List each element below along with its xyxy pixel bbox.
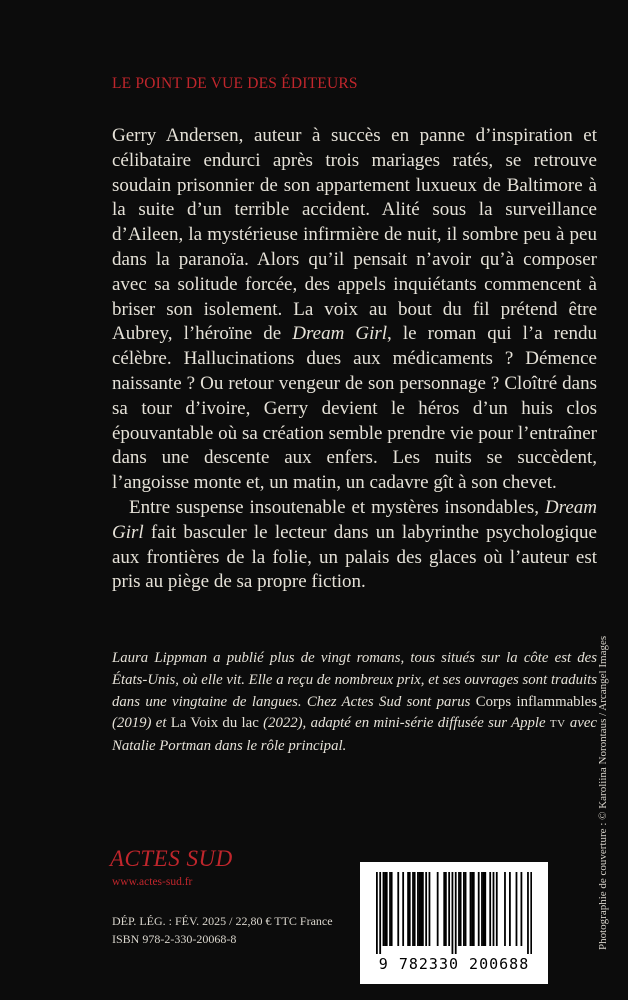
barcode-bar [460, 872, 462, 946]
barcode-bar [419, 872, 421, 946]
barcode-bar [417, 872, 419, 946]
barcode-bar [397, 872, 399, 946]
barcode-digits: 9 782330 200688 [378, 955, 530, 973]
isbn: ISBN 978-2-330-20068-8 [112, 932, 237, 946]
barcode-bar [527, 872, 529, 954]
author-bio-book1: Corps inflammables [475, 693, 597, 710]
blurb-p2-text-b: fait basculer le lecteur dans un labyrinthe psychologique aux frontières de la folie, un palais des glaces où l’auteur est pris au piège de sa propre fiction. [112, 521, 597, 593]
author-bio-year1: (2019) et [112, 715, 171, 732]
barcode-bar [402, 872, 404, 946]
barcode-bar [483, 872, 485, 946]
barcode-bar [530, 872, 532, 954]
photo-credit [588, 585, 609, 950]
barcode-bar [504, 872, 506, 946]
barcode-bar [489, 872, 491, 946]
barcode-bar [437, 872, 439, 946]
blurb-paragraph-2 [112, 496, 597, 595]
barcode-bar [455, 872, 457, 954]
publisher-url: www.actes-sud.fr [112, 876, 193, 888]
barcode-bar [448, 872, 450, 946]
barcode-bar [493, 872, 495, 946]
barcode-bar [376, 872, 378, 954]
barcode-bar [470, 872, 472, 946]
author-bio-part2: (2022), adapté en mini-série diffusée sur Apple [258, 715, 550, 732]
barcode-bar [443, 872, 445, 946]
barcode-bar [407, 872, 409, 946]
author-bio-tv: TV [549, 718, 566, 731]
barcode-bar [414, 872, 416, 946]
barcode-bar [391, 872, 393, 946]
barcode-bar [383, 872, 385, 946]
barcode-bar [384, 872, 386, 946]
barcode-bar [412, 872, 414, 946]
blurb-p1-book-title: Dream Girl [292, 323, 388, 345]
blurb-p2-text-a: Entre suspense insoutenable et mystères insondables, [129, 496, 545, 518]
barcode-bar [445, 872, 447, 946]
barcode-bar [452, 872, 454, 954]
barcode-bar [458, 872, 460, 946]
barcode-bar [496, 872, 498, 946]
barcode-bar [422, 872, 424, 946]
barcode-bar [478, 872, 480, 946]
author-bio [112, 648, 597, 758]
legal-info [112, 912, 333, 948]
barcode-bar [473, 872, 475, 946]
blurb-p1-text-b: , le roman qui l’a rendu célèbre. Hallucinations dues aux médicaments ? Démence naissante ? Ou retour vengeur de son personnage ? Cloîtré dans sa tour d’ivoire, Gerry devient le héros d’un huis clos épouvantable où sa création semble prendre vie pour l’entraîner dans une descente aux enfers. Les nuits se succèdent, l’angoisse monte et, un matin, un cadavre gît à son chevet. [112, 323, 597, 494]
blurb-paragraph-1 [112, 124, 597, 496]
photo-credit-text: Photographie de couverture : © Karoliina Norontaus / Arcangel Images [597, 635, 609, 950]
barcode-bar [386, 872, 388, 946]
barcode-bar [420, 872, 422, 946]
barcode-bar [389, 872, 391, 946]
publisher-logo: ACTES SUD [110, 846, 233, 871]
barcode-bar [471, 872, 473, 946]
blurb-p2-book-title: Dream Girl [112, 496, 597, 543]
barcode-bar [521, 872, 523, 946]
barcode-bar [516, 872, 518, 946]
barcode-bar [425, 872, 427, 946]
author-bio-part3: avec Natalie Portman dans le rôle principal. [112, 715, 597, 755]
section-heading: LE POINT DE VUE DES ÉDITEURS [112, 75, 358, 92]
barcode-bars [376, 872, 532, 954]
barcode-bar [379, 872, 381, 954]
barcode [360, 862, 548, 984]
barcode-bar [484, 872, 486, 946]
barcode-bar [481, 872, 483, 946]
author-bio-part1: Laura Lippman a publié plus de vingt romans, tous situés sur la côte est des États-Unis, où elle vit. Elle a reçu de nombreux prix, et ses ouvrages sont traduits dans une vingtaine de langues. Chez Actes Sud sont parus [112, 650, 597, 710]
barcode-bar [465, 872, 467, 946]
author-bio-book2: La Voix du lac [170, 715, 259, 732]
blurb-p1-text-a: Gerry Andersen, auteur à succès en panne d’inspiration et célibataire endurci après trois mariages ratés, se retrouve soudain prisonnier de son appartement luxueux de Baltimore à la suite d’un terrible accident. Alité sous la surveillance d’Aileen, la mystérieuse infirmière de nuit, il sombre peu à peu dans la paranoïa. Alors qu’il pensait n’avoir qu’à composer avec sa solitude forcée, des appels inquiétants commencent à briser son isolement. La voix au bout du fil prétend être Aubrey, l’héroïne de [112, 125, 597, 345]
barcode-bar [509, 872, 511, 946]
book-blurb [112, 124, 597, 595]
barcode-bar [429, 872, 431, 946]
barcode-bar [409, 872, 411, 946]
legal-deposit-price: DÉP. LÉG. : FÉV. 2025 / 22,80 € TTC France [112, 914, 333, 928]
barcode-bar [463, 872, 465, 946]
